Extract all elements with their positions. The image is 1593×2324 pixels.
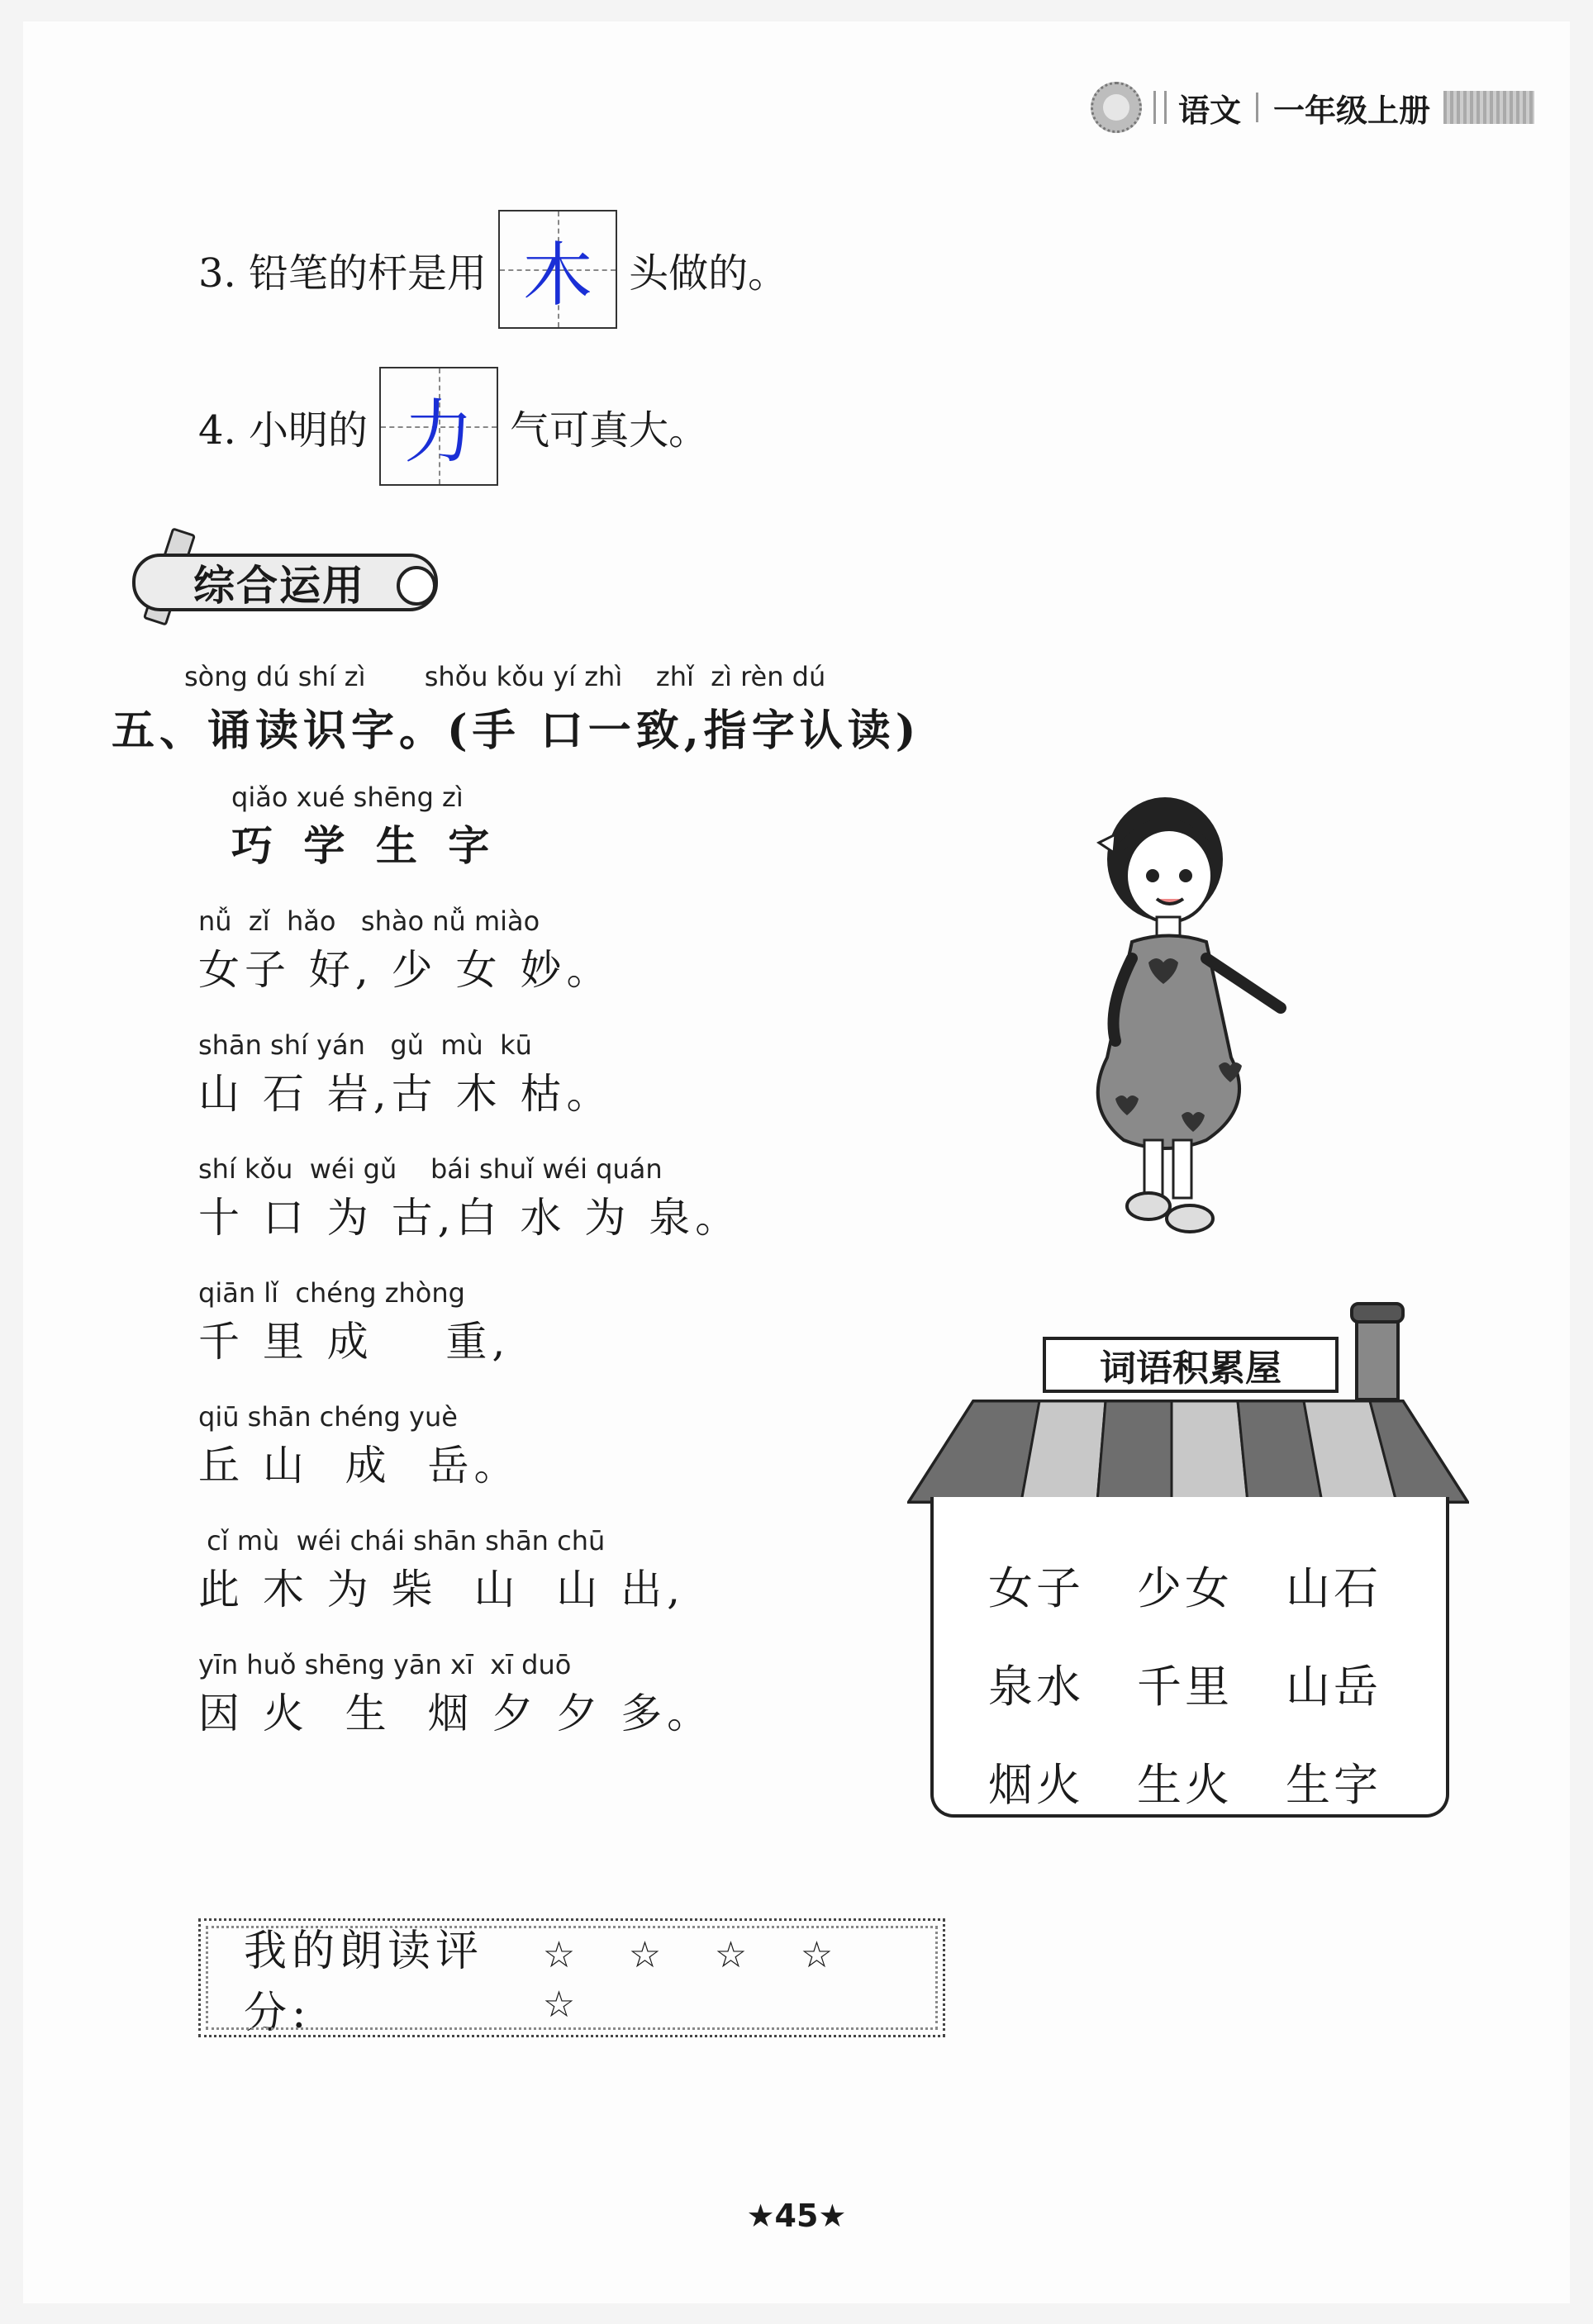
header-divider: [1256, 93, 1258, 122]
word-item: 女子: [988, 1562, 1084, 1614]
pinyin-line: shān shí yán gǔ mù kū: [198, 1029, 532, 1061]
sun-icon: [1091, 82, 1142, 133]
hanzi-line: 千 里 成 重,: [198, 1318, 511, 1366]
chimney-icon: [1355, 1312, 1400, 1401]
star-icon[interactable]: ☆: [542, 1934, 581, 1976]
header-stripe: [1443, 91, 1534, 124]
hanzi-line: 丘 山 成 岳。: [198, 1442, 521, 1490]
poem-line: [198, 1649, 713, 1740]
pinyin-line: qiān lǐ chéng zhòng: [198, 1277, 465, 1309]
reading-score-box: [198, 1918, 945, 2037]
star-icon[interactable]: ☆: [714, 1934, 753, 1976]
answer-char: 木: [523, 234, 593, 316]
word-item: 山岳: [1286, 1661, 1381, 1713]
poem-line: [198, 905, 612, 996]
answer-box[interactable]: [379, 367, 498, 486]
girl-illustration: [1066, 793, 1305, 1239]
word-item: 山石: [1286, 1562, 1381, 1614]
house-sign: 词语积累屋: [1043, 1337, 1339, 1393]
hanzi-line: 因 火 生 烟 夕 夕 多。: [198, 1690, 714, 1737]
poem-line: [198, 1277, 510, 1368]
question-text: 3. 铅笔的杆是用: [198, 250, 487, 297]
pinyin-line: qiū shān chéng yuè: [198, 1401, 458, 1433]
pinyin-line: yīn huǒ shēng yān xī xī duō: [198, 1649, 572, 1680]
question-4: [198, 367, 708, 486]
word-item: 生字: [1286, 1759, 1381, 1811]
hanzi-line: 十 口 为 古,白 水 为 泉。: [198, 1194, 742, 1242]
poem-title: [231, 782, 497, 872]
question-text: 4. 小明的: [198, 406, 369, 454]
word-item: 烟火: [988, 1759, 1084, 1811]
star-icon[interactable]: ☆: [628, 1934, 667, 1976]
question-5: [112, 661, 920, 758]
word-item: 泉水: [988, 1661, 1084, 1713]
poem-line: [198, 1029, 612, 1120]
poem-line: [198, 1153, 741, 1244]
subject-label: 语文: [1178, 92, 1242, 129]
pinyin-line: nǚ zǐ hǎo shào nǚ miào: [198, 905, 540, 937]
poem-title-text: 巧 学 生 字: [231, 821, 498, 870]
grade-label: 一年级上册: [1273, 92, 1431, 129]
header-divider: [1153, 91, 1167, 124]
question-text: 气可真大。: [510, 406, 709, 454]
poem-line: [198, 1525, 685, 1616]
hanzi-line: 此 木 为 柴 山 山 出,: [198, 1566, 686, 1613]
word-item: 少女: [1137, 1562, 1233, 1614]
pinyin-line: qiǎo xué shēng zì: [231, 782, 464, 813]
hanzi-line: 女子 好, 少 女 妙。: [198, 946, 613, 994]
pinyin-line: sòng dú shí zì shǒu kǒu yí zhì zhǐ zì rèn dú: [184, 661, 826, 692]
star-icon[interactable]: ☆: [542, 1984, 581, 2026]
pinyin-line: shí kǒu wéi gǔ bái shuǐ wéi quán: [198, 1153, 663, 1185]
star-rating: [543, 1928, 943, 2027]
word-item: 千里: [1137, 1661, 1233, 1713]
answer-box[interactable]: [498, 210, 617, 329]
question-3: [198, 210, 787, 329]
ring-icon: [397, 566, 436, 606]
pinyin-line: cǐ mù wéi chái shān shān chū: [198, 1525, 606, 1556]
question-text: 头做的。: [629, 250, 788, 297]
poem-line: [198, 1401, 520, 1492]
section-title: 综合运用: [132, 554, 438, 611]
star-icon[interactable]: ☆: [800, 1934, 839, 1976]
word-grid: [988, 1553, 1434, 1813]
question-text: 五、诵读识字。(手 口一致,指字认读): [112, 706, 921, 756]
score-label: 我的朗读评分:: [244, 1927, 484, 2038]
page-header: [1091, 83, 1534, 132]
word-item: 生火: [1137, 1759, 1233, 1811]
answer-char: 力: [404, 391, 474, 473]
hanzi-line: 山 石 岩,古 木 枯。: [198, 1070, 613, 1118]
page-number: ★45★: [746, 2198, 847, 2234]
section-badge: [107, 529, 463, 628]
